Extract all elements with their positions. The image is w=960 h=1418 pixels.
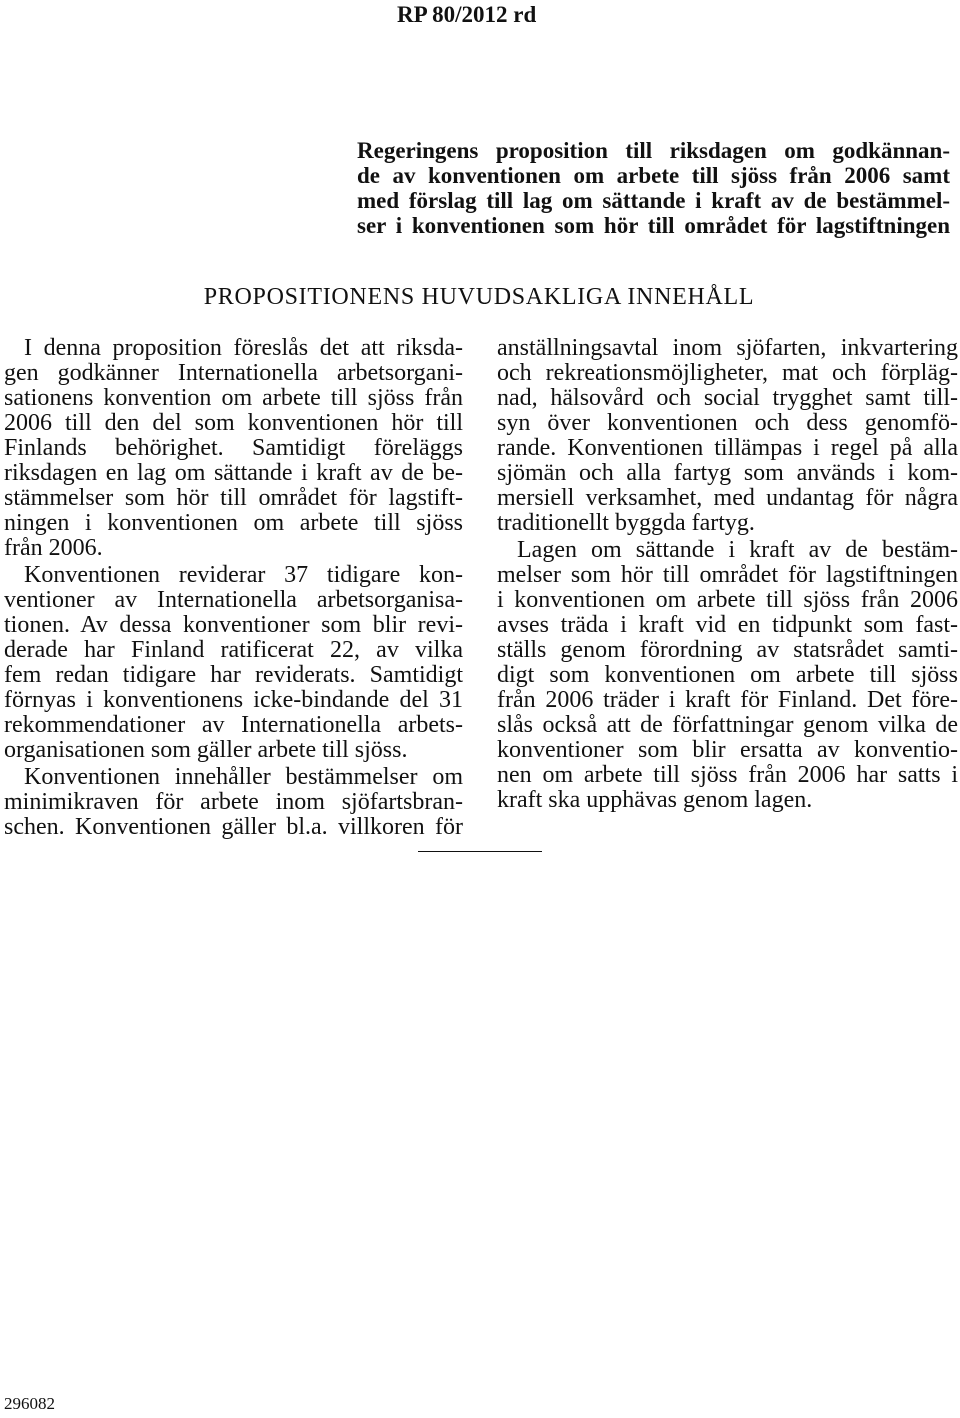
left-column [4,336,463,840]
text-line: nad, hälsovård och social trygghet samt till- [497,385,958,411]
text-line: och rekreationsmöjligheter, mat och förpläg- [497,360,958,386]
text-line: schen. Konventionen gäller bl.a. villkoren för [4,814,463,840]
text-line: konventioner som blir ersatta av konventio- [497,737,958,763]
text-line: traditionellt byggda fartyg. [497,510,755,536]
text-line: förnyas i konventionens icke-bindande del 31 [4,687,463,713]
text-line: Lagen om sättande i kraft av de bestäm- [517,537,958,563]
text-line: rande. Konventionen tillämpas i regel på alla [497,435,958,461]
text-line: rekommendationer av Internationella arbets- [4,712,463,738]
text-line: digt som konventionen om arbete till sjöss [497,662,958,688]
text-line: ningen i konventionen om arbete till sjöss [4,510,463,536]
text-line: melser som hör till området för lagstiftningen [497,562,958,588]
footer-code: 296082 [4,1394,55,1413]
text-line: från 2006 träder i kraft för Finland. Det före- [497,687,958,713]
paragraph [497,538,958,813]
text-line: kraft ska upphävas genom lagen. [497,787,813,813]
end-rule [418,851,542,852]
text-line: mersiell verksamhet, med undantag för några [497,485,958,511]
text-line: i konventionen om arbete till sjöss från 2006 [497,587,958,613]
document-reference: RP 80/2012 rd [397,2,537,27]
title-line: de av konventionen om arbete till sjöss från 2006 samt [357,163,950,188]
paragraph [4,336,463,561]
text-line: anställningsavtal inom sjöfarten, inkvartering [497,335,958,361]
text-line: stämmelser som hör till området för lagstift- [4,485,463,511]
title-line: Regeringens proposition till riksdagen om godkännan- [357,138,950,163]
text-line: riksdagen en lag om sättande i kraft av de be- [4,460,463,486]
section-heading: PROPOSITIONENS HUVUDSAKLIGA INNEHÅLL [203,284,755,310]
text-line: ventioner av Internationella arbetsorganisa- [4,587,463,613]
title-line: med förslag till lag om sättande i kraft av de bestämmel- [357,188,950,213]
text-line: sjömän och alla fartyg som används i kom- [497,460,958,486]
text-line: ställs genom förordning av statsrådet samti- [497,637,958,663]
text-line: Finlands behörighet. Samtidigt föreläggs [4,435,463,461]
paragraph [4,765,463,840]
text-line: slås också att de författningar genom vilka de [497,712,958,738]
text-line: Konventionen reviderar 37 tidigare kon- [24,562,463,588]
text-line: 2006 till den del som konventionen hör till [4,410,463,436]
text-line: gen godkänner Internationella arbetsorgani- [4,360,463,386]
text-line: avses träda i kraft vid en tidpunkt som fast- [497,612,958,638]
text-line: derade har Finland ratificerat 22, av vilka [4,637,463,663]
text-line: sationens konvention om arbete till sjöss från [4,385,463,411]
paragraph [497,336,958,536]
right-column [497,336,958,813]
title-line: ser i konventionen som hör till området för lagstiftningen [357,213,950,238]
text-line: från 2006. [4,535,103,561]
text-line: Konventionen innehåller bestämmelser om [24,764,463,790]
text-line: fem redan tidigare har reviderats. Samtidigt [4,662,463,688]
paragraph [4,563,463,763]
text-line: tionen. Av dessa konventioner som blir revi- [4,612,463,638]
text-line: I denna proposition föreslås det att riksda- [24,335,463,361]
text-line: syn över konventionen och dess genomfö- [497,410,958,436]
proposition-title [357,138,950,238]
text-line: organisationen som gäller arbete till sjöss. [4,737,408,763]
text-line: nen om arbete till sjöss från 2006 har satts i [497,762,958,788]
text-line: minimikraven för arbete inom sjöfartsbran- [4,789,463,815]
